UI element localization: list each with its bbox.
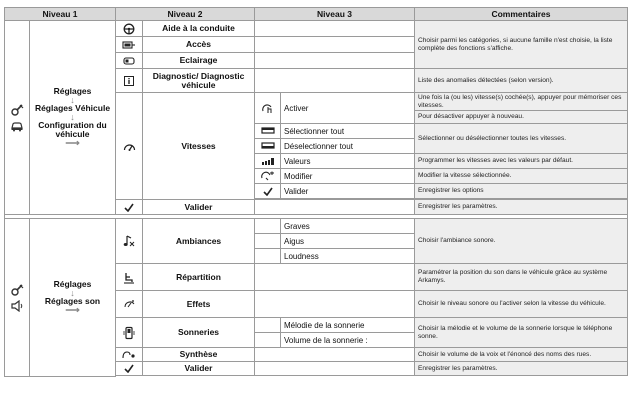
diagnostic-icon-cell [116, 69, 143, 93]
phone-ring-icon [123, 326, 135, 340]
comment-synthese: Choisir le volume de la voix et l'énoncé des noms des rues. [415, 348, 628, 362]
sonneries-label[interactable]: Sonneries [143, 318, 255, 348]
comment-ambiances: Choisir l'ambiance sonore. [415, 219, 628, 264]
seat-sound-icon [123, 271, 136, 284]
bars-chart-icon [261, 157, 275, 165]
arrow-right-icon: ⟶ [65, 138, 80, 149]
sonneries-icon-cell [116, 318, 143, 348]
synthese-icon-cell [116, 348, 143, 362]
eclairage-label[interactable]: Eclairage [143, 53, 255, 69]
comment-activer-1: Une fois la (ou les) vitesse(s) cochée(s), appuyer pour mémoriser ces vitesses. [415, 93, 628, 111]
volume-sonnerie-option[interactable]: Volume de la sonnerie : [281, 333, 415, 348]
comment-valider1: Enregistrer les paramètres. [415, 200, 628, 215]
selectionner-tout-label[interactable]: Sélectionner tout [281, 124, 415, 139]
speaker-icon [10, 300, 24, 312]
comment-sonneries: Choisir la mélodie et le volume de la sonnerie lorsque le téléphone sonne. [415, 318, 628, 348]
comment-activer-2: Pour désactiver appuyer à nouveau. [415, 111, 628, 124]
deselectionner-tout-label[interactable]: Déselectionner tout [281, 139, 415, 154]
ambiances-icon-cell [116, 219, 143, 264]
header-commentaires: Commentaires [415, 8, 628, 21]
valider1-label[interactable]: Valider [143, 200, 255, 215]
comment-modifier: Modifier la vitesse sélectionnée. [415, 169, 628, 184]
activer-icon-cell [255, 93, 281, 124]
edit-speed-icon [261, 171, 275, 181]
header-row [5, 8, 628, 21]
car-key-icon [122, 40, 136, 50]
effets-icon-cell [116, 291, 143, 318]
aide-conduite-label[interactable]: Aide à la conduite [143, 21, 255, 37]
valeurs-icon-cell [255, 154, 281, 169]
header-niveau2: Niveau 2 [116, 8, 255, 21]
select-all-icon-cell [255, 124, 281, 139]
music-note-icon [122, 234, 136, 248]
section2-path [30, 219, 116, 377]
settings-car-icon [10, 283, 24, 297]
checkmark-icon [263, 187, 273, 196]
arrow-down-icon: ↓ [70, 287, 75, 298]
modifier-label[interactable]: Modifier [281, 169, 415, 184]
vitesses-valider-icon-cell [255, 184, 281, 199]
steering-wheel-icon [123, 23, 135, 35]
comment-diagnostic: Liste des anomalies détectées (selon version). [415, 69, 628, 93]
comment-repartition: Paramétrer la position du son dans le véhicule grâce au système Arkamys. [415, 264, 628, 291]
select-all-icon [261, 127, 275, 135]
settings-menu-table [4, 7, 628, 377]
path-reglages-son: Réglages son [44, 295, 101, 306]
acces-label[interactable]: Accès [143, 37, 255, 53]
ambiances-label[interactable]: Ambiances [143, 219, 255, 264]
deselect-all-icon [261, 142, 275, 150]
arrow-down-icon: ↓ [70, 95, 75, 105]
acces-icon-cell [116, 37, 143, 53]
activer-label[interactable]: Activer [281, 93, 415, 124]
diagnostic-label[interactable]: Diagnostic/ Diagnostic véhicule [143, 69, 255, 93]
effets-label[interactable]: Effets [143, 291, 255, 318]
melodie-option[interactable]: Mélodie de la sonnerie [281, 318, 415, 333]
aide-icon-cell [116, 21, 143, 37]
car-icon [10, 120, 24, 132]
path-reglages: Réglages [53, 86, 92, 96]
comment-valeurs: Programmer les vitesses avec les valeurs par défaut. [415, 154, 628, 169]
comment-select: Sélectionner ou désélectionner toutes les vitesses. [415, 124, 628, 154]
valider2-label[interactable]: Valider [143, 362, 255, 376]
headlight-icon [123, 56, 135, 66]
speed-hand-icon [261, 102, 274, 115]
path-reglages-vehicule: Réglages Véhicule [34, 103, 111, 113]
speedometer-icon [123, 141, 136, 152]
deselect-all-icon-cell [255, 139, 281, 154]
synthese-label[interactable]: Synthèse [143, 348, 255, 362]
checkmark-icon [124, 203, 134, 212]
comment-valider2: Enregistrer les paramètres. [415, 362, 628, 376]
comment-categories: Choisir parmi les catégories, si aucune famille n'est choisie, la liste complète des fonctions s'affiche. [415, 21, 628, 69]
volume-speed-icon [123, 298, 136, 310]
modifier-icon-cell [255, 169, 281, 184]
section1-path [30, 21, 116, 215]
section2-icons [5, 219, 30, 377]
comment-effets: Choisir le niveau sonore ou l'activer selon la vitesse du véhicule. [415, 291, 628, 318]
vitesses-label[interactable]: Vitesses [143, 93, 255, 200]
valeurs-label[interactable]: Valeurs [281, 154, 415, 169]
row-ambiances-graves [5, 219, 628, 234]
arrow-right-icon: ⟶ [65, 304, 80, 316]
voice-icon [122, 350, 136, 360]
info-icon [123, 75, 135, 87]
vitesses-valider-label[interactable]: Valider [281, 184, 415, 199]
header-niveau3: Niveau 3 [255, 8, 415, 21]
header-niveau1: Niveau 1 [5, 8, 116, 21]
section1-icons [5, 21, 30, 215]
repartition-label[interactable]: Répartition [143, 264, 255, 291]
checkmark-icon [124, 364, 134, 373]
valider1-icon-cell [116, 200, 143, 215]
eclairage-icon-cell [116, 53, 143, 69]
path-configuration-vehicule: Configuration du véhicule [38, 120, 107, 139]
row-aide-conduite [5, 21, 628, 37]
vitesses-icon-cell [116, 93, 143, 200]
arrow-down-icon: ↓ [70, 112, 75, 122]
loudness-option[interactable]: Loudness [281, 249, 415, 264]
graves-option[interactable]: Graves [281, 219, 415, 234]
comment-vitesses-valider: Enregistrer les options [415, 184, 628, 199]
repartition-icon-cell [116, 264, 143, 291]
path-reglages-2: Réglages [53, 278, 92, 289]
aigus-option[interactable]: Aigus [281, 234, 415, 249]
settings-car-icon [10, 103, 24, 117]
valider2-icon-cell [116, 362, 143, 376]
